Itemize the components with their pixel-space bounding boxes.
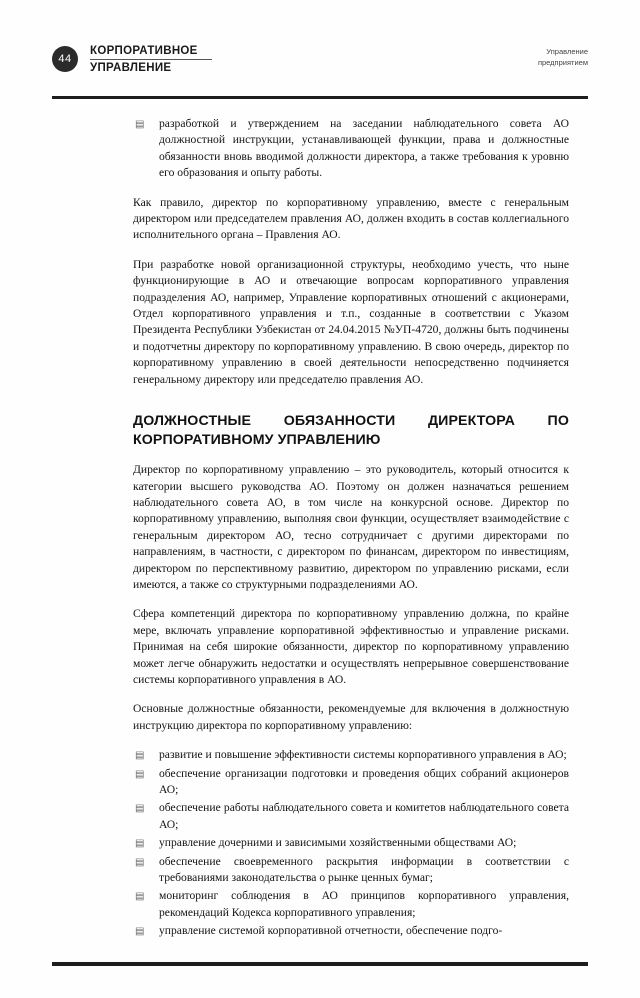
list-item [133, 747, 569, 763]
bullet-icon: ▤ [135, 856, 145, 868]
list-item-text: управление дочерними и зависимыми хозяйственными обществами АО; [159, 836, 517, 850]
list-item-text: обеспечение своевременного раскрытия информации в соответствии с требованиями законодательства о рынке ценных бумаг; [159, 854, 569, 885]
paragraph: Сфера компетенций директора по корпоративному управлению должна, по крайне мере, включать управление корпоративной эффективностью и управление рисками. Принимая на себя широкие обязанности, директор по корпоративному управлению может легче обнаружить недостатки и осуществлять непрерывное совершенствование системы корпоративного управления в АО. [133, 607, 569, 686]
bullet-icon: ▤ [135, 768, 145, 780]
paragraph: Как правило, директор по корпоративному управлению, вместе с генеральным директором или председателем правления АО, должен входить в состав коллегиального исполнительного органа – Правления АО. [133, 195, 569, 242]
list-item-text: мониторинг соблюдения в АО принципов корпоративного управления, рекомендаций Кодекса корпоративного управления; [159, 889, 569, 919]
list-item-text: управление системой корпоративной отчетности, обеспечение подго- [159, 924, 503, 938]
publication-title-line2: УПРАВЛЕНИЕ [90, 62, 172, 74]
list-item [133, 800, 569, 833]
bullet-icon: ▤ [135, 803, 145, 815]
page-number-badge: 44 [52, 46, 78, 72]
list-item [133, 888, 569, 921]
bullet-icon: ▤ [135, 838, 145, 850]
continued-list [133, 116, 569, 182]
paragraph: Основные должностные обязанности, рекомендуемые для включения в должностную инструкцию директора по корпоративному управлению: [133, 702, 569, 732]
footer-rule [52, 962, 588, 966]
duties-list [133, 747, 569, 939]
running-head-line2: предприятием [537, 58, 588, 67]
section-heading: ДОЛЖНОСТНЫЕ ОБЯЗАННОСТИ ДИРЕКТОРА ПО КОРПОРАТИВНОМУ УПРАВЛЕНИЮ [133, 413, 569, 448]
bullet-icon: ▤ [135, 926, 145, 938]
page-header [52, 44, 588, 90]
list-item [133, 923, 569, 939]
publication-title [90, 44, 212, 75]
list-item [133, 835, 569, 851]
header-rule [52, 96, 588, 99]
list-item-text: разработкой и утверждением на заседании наблюдательного совета АО должностной инструкции, устанавливающей функции, права и должностные обязанности вновь вводимой должности директора, а также требования к уровню его образования и опыту работы. [159, 117, 569, 180]
running-head-line1: Управление [546, 47, 588, 56]
publication-title-line1: КОРПОРАТИВНОЕ [90, 44, 212, 60]
list-item [133, 766, 569, 799]
running-head [538, 46, 588, 68]
paragraph: При разработке новой организационной структуры, необходимо учесть, что ныне функционирующие в АО и отвечающие вопросам корпоративного управления подразделения АО, например, Управление корпоративных отношений с акционерами, Отдел корпоративного управления и т.п., созданные в соответствии с Указом Президента Республики Узбекистан от 24.04.2015 №УП-4720, должны быть подчинены и подотчетны директору по корпоративному управлению. В свою очередь, директор по корпоративному управлению в своей деятельности непосредственно подчиняется генеральному директору или председателю правления АО. [133, 257, 569, 386]
list-item-text: обеспечение работы наблюдательного совета и комитетов наблюдательного совета АО; [159, 801, 569, 831]
list-item-text: обеспечение организации подготовки и проведения общих собраний акционеров АО; [159, 766, 569, 796]
bullet-icon: ▤ [135, 750, 145, 762]
list-item [133, 854, 569, 887]
paragraph: Директор по корпоративному управлению – это руководитель, который относится к категории высшего руководства АО. Поэтому он должен назначаться решением наблюдательного совета АО, в том числе на конкурсной основе. Директор по корпоративному управлению, выполняя свои функции, осуществляет взаимодействие с генеральным директором АО, тесно сотрудничает с другими директорами по направлениям, в частности, с директором по финансам, директором по инвестициям, директором по перспективному развитию, директором по управлению рисками, если имеются, а также со структурными подразделениями АО. [133, 463, 569, 591]
list-item [133, 116, 569, 182]
page-body [133, 116, 569, 942]
list-item-text: развитие и повышение эффективности системы корпоративного управления в АО; [159, 748, 567, 762]
bullet-icon: ▤ [135, 119, 145, 130]
bullet-icon: ▤ [135, 891, 145, 903]
